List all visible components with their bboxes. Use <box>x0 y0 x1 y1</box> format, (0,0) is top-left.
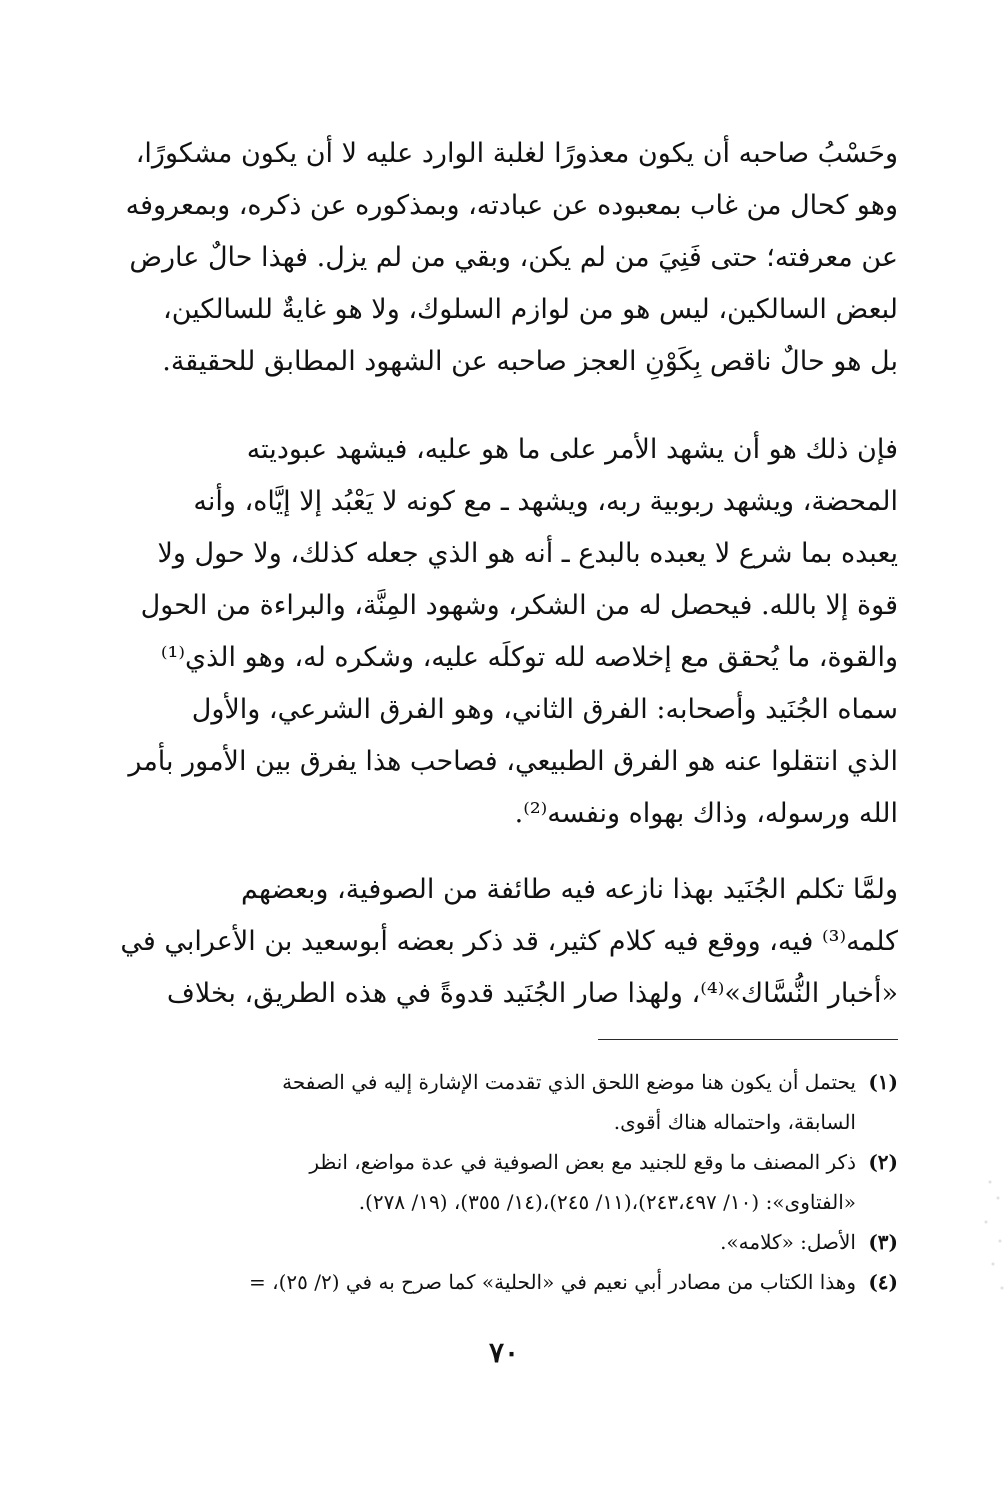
paragraph-line: عن معرفته؛ حتى فَنِيَ من لم يكن، وبقي من لم يزل. فهذا حالٌ عارض <box>129 242 898 273</box>
footnote-4 <box>112 1262 898 1302</box>
paragraph-2 <box>112 424 898 840</box>
footnote-1 <box>112 1062 898 1142</box>
paragraph-3 <box>112 864 898 1020</box>
paragraph-line: قوة إلا بالله. فيحصل له من الشكر، وشهود المِنَّة، والبراءة من الحول <box>140 590 898 621</box>
paragraph-line: الله ورسوله، وذاك بهواه ونفسه⁽²⁾. <box>514 798 898 829</box>
footnote-line: يحتمل أن يكون هنا موضع اللحق الذي تقدمت الإشارة إليه في الصفحة <box>282 1070 856 1094</box>
paragraph-line: وحَسْبُ صاحبه أن يكون معذورًا لغلبة الوارد عليه لا أن يكون مشكورًا، <box>135 138 898 169</box>
footnote-2 <box>112 1142 898 1222</box>
footnote-line: «الفتاوى»: (١٠/ ٢٤٣،٤٩٧)،(١١/ ٢٤٥)،(١٤/ ٣٥٥)، (١٩/ ٢٧٨). <box>358 1190 856 1214</box>
paragraph-line: يعبده بما شرع لا يعبده بالبدع ـ أنه هو الذي جعله كذلك، ولا حول ولا <box>157 538 898 569</box>
footnote-line: السابقة، واحتماله هناك أقوى. <box>613 1110 856 1134</box>
paragraph-line: والقوة، ما يُحقق مع إخلاصه لله توكلَه عليه، وشكره له، وهو الذي⁽¹⁾ <box>160 642 898 673</box>
paragraph-line: بل هو حالٌ ناقص بِكَوْنِ العجز صاحبه عن الشهود المطابق للحقيقة. <box>162 346 898 377</box>
paragraph-line: كلمه⁽³⁾ فيه، ووقع فيه كلام كثير، قد ذكر بعضه أبوسعيد بن الأعرابي في <box>120 926 898 957</box>
scan-noise <box>982 1160 1008 1310</box>
footnote-number: (١) <box>868 1070 898 1094</box>
footnote-line: وهذا الكتاب من مصادر أبي نعيم في «الحلية» كما صرح به في (٢/ ٢٥)، = <box>249 1270 856 1294</box>
footnotes <box>112 1062 898 1302</box>
paragraph-line: سماه الجُنَيد وأصحابه: الفرق الثاني، وهو الفرق الشرعي، والأول <box>191 694 898 725</box>
paragraph-line: وهو كحال من غاب بمعبوده عن عبادته، وبمذكوره عن ذكره، وبمعروفه <box>125 190 898 221</box>
footnote-number: (٢) <box>868 1150 898 1174</box>
footnote-line: الأصل: «كلامه». <box>720 1230 856 1254</box>
paragraph-line: الذي انتقلوا عنه هو الفرق الطبيعي، فصاحب هذا يفرق بين الأمور بأمر <box>128 746 898 777</box>
paragraph-1 <box>112 128 898 388</box>
footnote-line: ذكر المصنف ما وقع للجنيد مع بعض الصوفية في عدة مواضع، انظر <box>309 1150 856 1174</box>
footnote-divider <box>598 1039 898 1040</box>
paragraph-line: «أخبار النُّسَّاك»⁽⁴⁾، ولهذا صار الجُنَيد قدوةً في هذه الطريق، بخلاف <box>166 978 898 1009</box>
page-number: ٧٠ <box>488 1336 520 1369</box>
paragraph-line: المحضة، ويشهد ربوبية ربه، ويشهد ـ مع كونه لا يَعْبُد إلا إيَّاه، وأنه <box>193 486 898 517</box>
paragraph-line: ولمَّا تكلم الجُنَيد بهذا نازعه فيه طائفة من الصوفية، وبعضهم <box>241 874 898 905</box>
footnote-number: (٤) <box>868 1270 898 1294</box>
paragraph-line: لبعض السالكين، ليس هو من لوازم السلوك، ولا هو غايةٌ للسالكين، <box>163 294 898 325</box>
paragraph-line: فإن ذلك هو أن يشهد الأمر على ما هو عليه، فيشهد عبوديته <box>246 434 898 465</box>
footnote-3 <box>112 1222 898 1262</box>
footnote-number: (٣) <box>868 1230 898 1254</box>
